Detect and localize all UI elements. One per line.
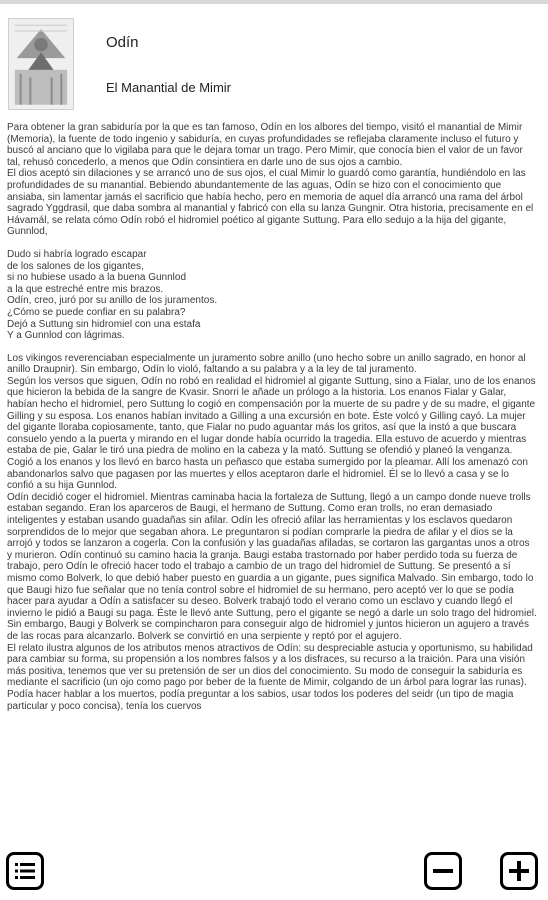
minus-icon <box>427 855 459 887</box>
page-subtitle: El Manantial de Mimir <box>106 80 231 95</box>
plus-icon <box>503 855 535 887</box>
poem: Dudo si habría logrado escapar de los salones de los gigantes, si no hubiese usado a la buena Gunnlod a la que estreché entre mis brazos. Odín, creo, juró por su anillo de los juramentos. ¿Cómo se puede confiar en su palabra? Dejó a Suttung sin hidromiel con una estafa Y a Gunnlod con lágrimas. <box>7 248 218 342</box>
menu-button[interactable] <box>6 852 44 890</box>
paragraph-2: Los vikingos reverenciaban especialmente un juramento sobre anillo (uno hecho sobre un anillo sagrado, en honor al anillo Draupnir). Sin embargo, Odín lo violó, faltando a su palabra y a la ley de tal juramento. Según los versos que siguen, Odín no robó en realidad el hidromiel al gigante Suttung, sino a Fialar, uno de los enanos que hicieron la bebida de la sangre de Kvasir. Snorri le añade un prólogo a la historia. Los enanos Fialar y Galar, habían hecho el hidromiel, pero Suttung lo cogió en compensación por la muerte de su padre y de su madre, el gigante Gilling y su esposa. Los enanos habían invitado a Gilling a una excursión en bote. Éste volcó y Gilling cayó. La mujer del gigante lloraba copiosamente, tanto, que Fialar no pudo aguantar más los gritos, así que la instó a que buscara consuelo yendo a la puerta y mirando en el lugar donde había ocurrido la tragedia. Ella estuvo de acuerdo y mientras estaba de pie, Galar le tiró una piedra de molino en la cabeza y la mató. Suttung se ofendió y planeó la venganza. Cogió a los enanos y los llevó en barco hasta un peñasco que estaba sumergido por la pleamar. Allí los amenazó con abandonarlos salvo que pagasen por las muertes y ellos aceptaron darle el hidromiel. Él se lo llevó a casa y se lo confió a su hija Gunnlod. Odín decidió coger el hidromiel. Mientras caminaba hacia la fortaleza de Suttung, llegó a un campo donde nueve trolls estaban segando. Eran los aparceros de Baugi, el hermano de Suttung. Como eran trolls, no eran demasiado inteligentes y estaban usando guadañas sin afilar. Odín les ofreció afilar las herramientas y los esclavos quedaron sorprendidos de lo mejor que segaban ahora. Le preguntaron si podían comprarle la piedra de afilar y el dios se la arrojó y todos se lanzaron a cogerla. Con la confusión y las guadañas afiladas, se cortaron las gargantas unos a otros y murieron. Odín continuó su camino hacia la granja. Baugi estaba trastornado por haber perdido toda su fuerza de trabajo, pero Odín le ofreció hacer todo el trabajo a cambio de un trago del hidromiel de Suttung. Se presentó a sí mismo como Bolverk, lo que debió haber puesto en guardia a un gigante, pues significa Malvado. Sin embargo, todo lo que Baugi hizo fue señalar que no tenía control sobre el hidromiel de su hermano, pero aceptó ver lo que se podía hacer para ayudar a Odín a satisfacer su deseo. Bolverk trabajó todo el verano como un esclavo y cuando llegó el invierno le pidió a Baugi su paga. Éste le llevó ante Suttung, pero el gigante se negó a darle un solo trago del hidromiel. Sin embargo, Baugi y Bolverk se compincharon para conseguir algo de hidromiel y juntos hicieron un agujero a través de las rocas para alcanzarlo. Bolverk se convirtió en una serpiente y reptó por el agujero. El relato ilustra algunos de los atributos menos atractivos de Odín: su despreciable astucia y oportunismo, su habilidad para cambiar su forma, su propensión a los nombres falsos y a los disfraces, su recurso a la traición. Para una visión más positiva, tenemos que ver su pretensión de ser un dios del conocimiento. Su modo de conseguir la sabiduría es mediante el sacrificio (un ojo como pago por beber de la fuente de Mimir, colgando de un árbol para lograr las runas). Podía hacer hablar a los muertos, podía preguntar a los sabios, usar todos los poderes del seidr (un tipo de magia particular y poco concisa), tenía los cuervos <box>7 352 537 712</box>
article-text <box>7 122 537 836</box>
list-menu-icon <box>9 855 41 887</box>
odin-illustration-icon <box>8 18 74 110</box>
page-title: Odín <box>106 34 139 51</box>
bottom-toolbar <box>0 838 548 900</box>
zoom-in-button[interactable] <box>500 852 538 890</box>
paragraph-1: Para obtener la gran sabiduría por la que es tan famoso, Odín en los albores del tiempo, visitó el manantial de Mimir (Memoria), la fuente de todo ingenio y sabiduría, en cuyas profundidades se reflejaba claramente incluso el futuro y buscó al anciano que lo vigilaba para que le dejara tomar un trago. Pero Mimir, que conocía bien el valor de un favor tal, rehusó concederlo, a menos que Odín consintiera en darle uno de sus ojos a cambio. El dios aceptó sin dilaciones y se arrancó uno de sus ojos, el cual Mimir lo guardó como garantía, hundiéndolo en las profundidades de su manantial. Bebiendo abundantemente de las aguas, Odín se hizo con el conocimiento que ansiaba, sin lamentar jamás el sacrificio que había hecho, pero en memoria de aquel día arrancó una rama del árbol sagrado Yggdrasil, que daba sombra al manantial y fabricó con ella su lanza Gungnir. Otra historia, precisamente en el Hávamál, se relata cómo Odín robó el hidromiel poético al gigante Suttung. Para ello sedujo a la hija del gigante, Gunnlod, <box>7 122 534 238</box>
top-edge <box>0 0 548 4</box>
zoom-out-button[interactable] <box>424 852 462 890</box>
article-header <box>8 18 538 118</box>
